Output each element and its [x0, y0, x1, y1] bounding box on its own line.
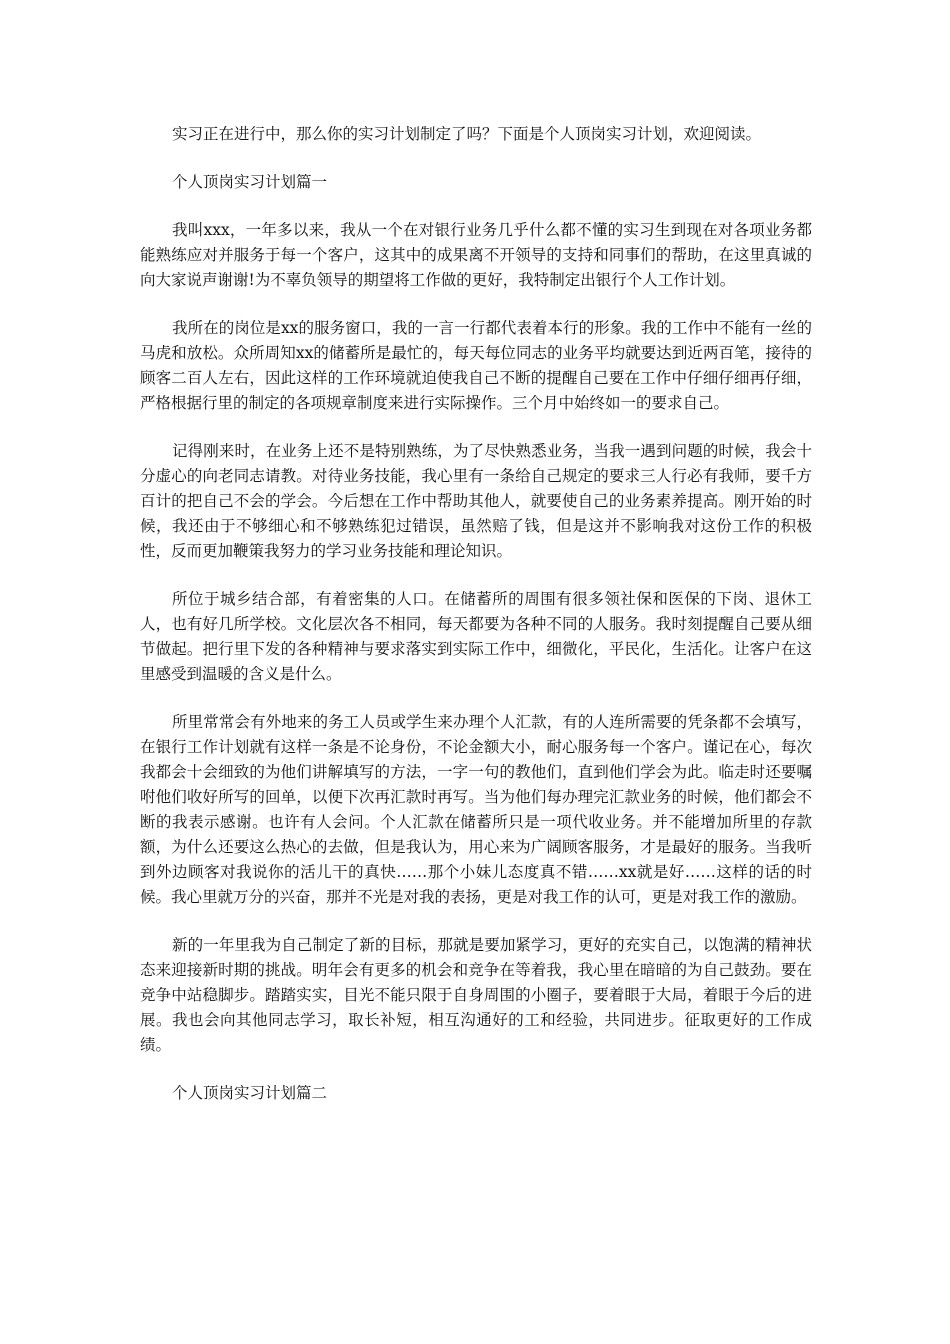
- section-one-title: 个人顶岗实习计划篇一: [172, 173, 328, 191]
- body-paragraph: 新的一年里我为自己制定了新的目标，那就是要加紧学习，更好的充实自己，以饱满的精神状态来迎接新时期的挑战。明年会有更多的机会和竞争在等着我，我心里在暗暗的为自己鼓劲。要在竞争中站稳脚步。踏踏实实，目光不能只限于自身周围的小圈子，要着眼于大局，着眼于今后的进展。我也会向其他同志学习，取长补短，相互沟通好的工和经验，共同进步。征取更好的工作成绩。: [140, 936, 812, 1054]
- document-body: [140, 122, 812, 1129]
- intro-text: 实习正在进行中，那么你的实习计划制定了吗？下面是个人顶岗实习计划，欢迎阅读。: [172, 125, 762, 143]
- section-two-title: 个人顶岗实习计划篇二: [172, 1084, 328, 1102]
- body-paragraph: 我所在的岗位是xx的服务窗口，我的一言一行都代表着本行的形象。我的工作中不能有一丝的马虎和放松。众所周知xx的储蓄所是最忙的，每天每位同志的业务平均就要达到近两百笔，接待的顾客二百人左右，因此这样的工作环境就迫使我自己不断的提醒自己要在工作中仔细仔细再仔细，严格根据行里的制定的各项规章制度来进行实际操作。三个月中始终如一的要求自己。: [140, 319, 812, 412]
- body-paragraph: 我叫xxx，一年多以来，我从一个在对银行业务几乎什么都不懂的实习生到现在对各项业务都能熟练应对并服务于每一个客户，这其中的成果离不开领导的支持和同事们的帮助，在这里真诚的向大家说声谢谢!为不辜负领导的期望将工作做的更好，我特制定出银行个人工作计划。: [140, 221, 812, 289]
- body-paragraph: 所位于城乡结合部，有着密集的人口。在储蓄所的周围有很多领社保和医保的下岗、退休工人，也有好几所学校。文化层次各不相同，每天都要为各种不同的人服务。我时刻提醒自己要从细节做起。把行里下发的各种精神与要求落实到实际工作中，细微化，平民化，生活化。让客户在这里感受到温暖的含义是什么。: [140, 590, 812, 683]
- body-paragraph: 所里常常会有外地来的务工人员或学生来办理个人汇款，有的人连所需要的凭条都不会填写，在银行工作计划就有这样一条是不论身份，不论金额大小，耐心服务每一个客户。谨记在心，每次我都会十会细致的为他们讲解填写的方法，一字一句的教他们，直到他们学会为此。临走时还要嘱咐他们收好所写的回单，以便下次再汇款时再写。当为他们每办理完汇款业务的时候，他们都会不断的我表示感谢。也许有人会问。个人汇款在储蓄所只是一项代收业务。并不能增加所里的存款额，为什么还要这么热心的去做，但是我认为，用心来为广阔顾客服务，才是最好的服务。当我听到外边顾客对我说你的活儿干的真快……那个小妹儿态度真不错……xx就是好……这样的话的时候。我心里就万分的兴奋，那并不光是对我的表扬，更是对我工作的认可，更是对我工作的激励。: [140, 713, 812, 906]
- body-paragraph: 记得刚来时，在业务上还不是特别熟练，为了尽快熟悉业务，当我一遇到问题的时候，我会十分虚心的向老同志请教。对待业务技能，我心里有一条给自己规定的要求三人行必有我师，要千方百计的把自己不会的学会。今后想在工作中帮助其他人，就要使自己的业务素养提高。刚开始的时候，我还由于不够细心和不够熟练犯过错误，虽然赔了钱，但是这并不影响我对这份工作的积极性，反而更加鞭策我努力的学习业务技能和理论知识。: [140, 442, 812, 560]
